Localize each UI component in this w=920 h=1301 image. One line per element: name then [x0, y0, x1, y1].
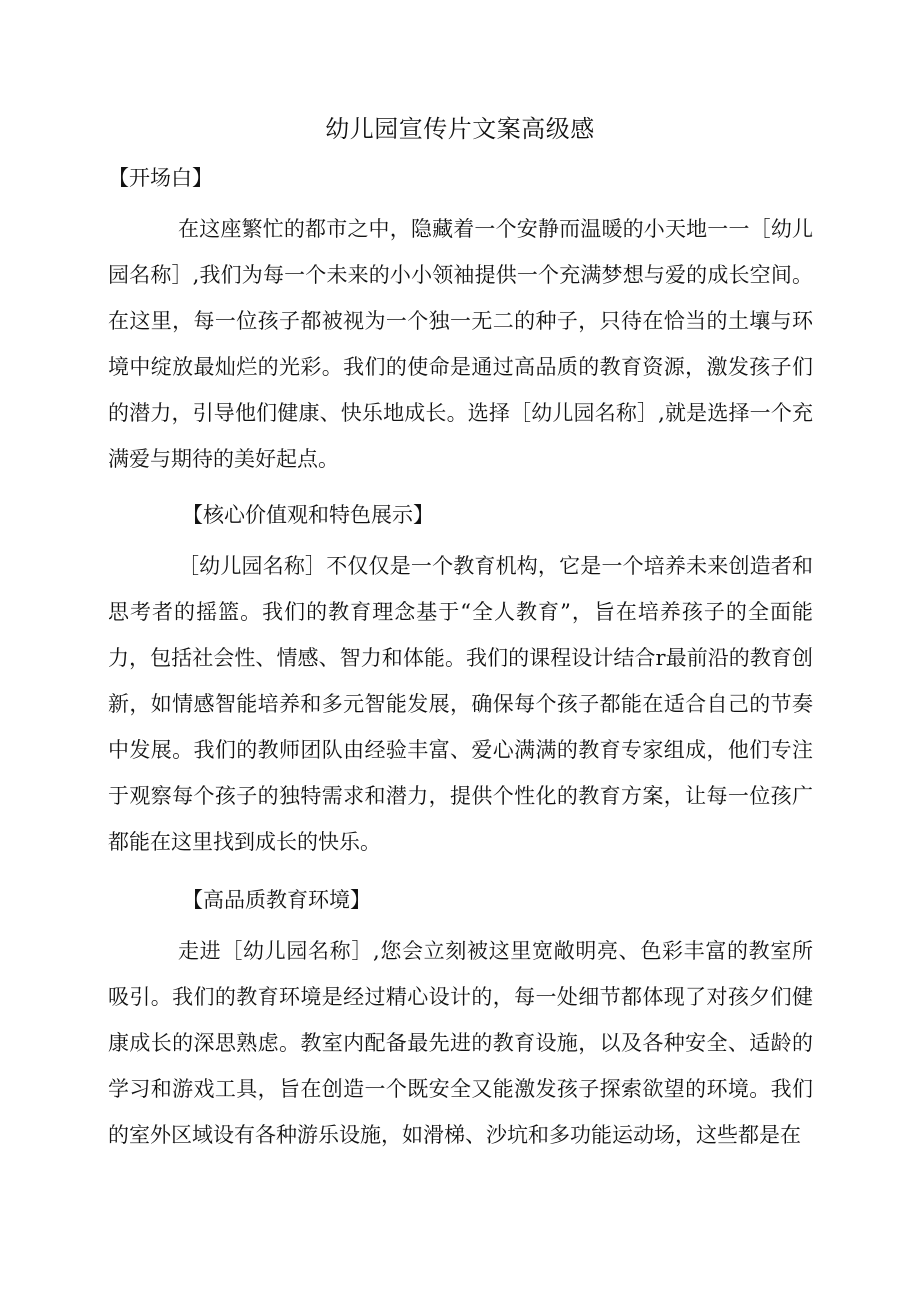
section-body-opening: 在这座繁忙的都市之中，隐藏着一个安静而温暖的小天地一一［幼儿园名称］,我们为每一个未来的小小领袖提供一个充满梦想与爱的成长空间。在这里，每一位孩子都被视为一个独一无二的种子，只待在恰当的土壤与环境中绽放最灿烂的光彩。我们的使命是通过高品质的教育资源，激发孩子们的潜力，引导他们健康、快乐地成长。选择［幼儿园名称］,就是选择一个充满爱与期待的美好起点。: [108, 217, 813, 471]
section-heading-opening: 【开场白】: [108, 166, 213, 190]
section-body-environment: 走进［幼儿园名称］,您会立刻被这里宽敞明亮、色彩丰富的教室所吸引。我们的教育环境是经过精心设计的，每一处细节都体现了对孩夕们健康成长的深思熟虑。教室内配备最先进的教育设施，以及各种安全、适龄的学习和游戏工具，旨在创造一个既安全又能激发孩子探索欲望的环境。我们的室外区域设有各种游乐设施，如滑梯、沙坑和多功能运动场，这些都是在: [108, 939, 813, 1147]
document-title: 幼儿园宣传片文案高级感: [325, 115, 595, 143]
section-heading-core-values: 【核心价值观和特色展示】: [182, 503, 434, 527]
section-heading-environment: 【高品质教育环境】: [182, 888, 371, 912]
section-body-core-values: ［幼儿园名称］不仅仅是一个教育机构，它是一个培养未来创造者和思考者的摇篮。我们的教育理念基于“全人教育”，旨在培养孩子的全面能力，包括社会性、情感、智力和体能。我们的课程设计结合r最前沿的教育创新，如情感智能培养和多元智能发展，确保每个孩子都能在适合自己的节奏中发展。我们的教师团队由经验丰富、爱心满满的教育专家组成，他们专注于观察每个孩子的独特需求和潜力，提供个性化的教育方案，让每一位孩广都能在这里找到成长的快乐。: [108, 554, 813, 854]
